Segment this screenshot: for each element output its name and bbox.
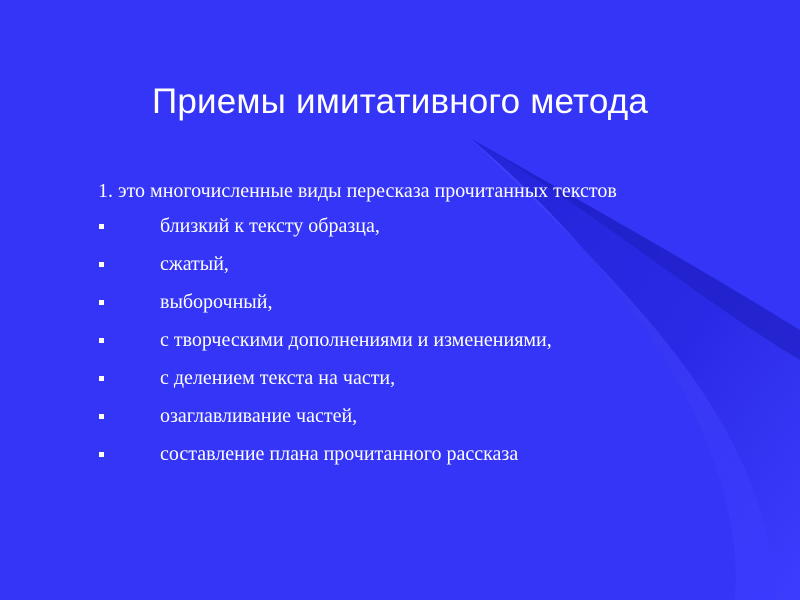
slide-title: Приемы имитативного метода <box>151 82 649 121</box>
square-bullet-icon <box>99 338 104 343</box>
square-bullet-icon <box>99 262 104 267</box>
list-item-text: озаглавливание частей, <box>160 405 358 427</box>
list-item-text: сжатый, <box>160 253 229 275</box>
square-bullet-icon <box>99 452 104 457</box>
list-item <box>98 213 728 240</box>
list-item <box>98 403 728 430</box>
list-item <box>98 251 728 278</box>
list-item <box>98 365 728 392</box>
list-item-text: составление плана прочитанного рассказа <box>160 443 519 465</box>
slide-body <box>98 178 728 479</box>
list-item-text: с делением текста на части, <box>160 367 396 389</box>
list-item <box>98 289 728 316</box>
list-item <box>98 327 728 354</box>
list-item <box>98 441 728 468</box>
square-bullet-icon <box>99 376 104 381</box>
list-item-text: с творческими дополнениями и изменениями, <box>160 329 552 351</box>
square-bullet-icon <box>99 414 104 419</box>
bullet-list <box>98 213 728 468</box>
square-bullet-icon <box>99 224 104 229</box>
list-item-text: выборочный, <box>160 291 273 313</box>
list-item-text: близкий к тексту образца, <box>160 215 380 237</box>
square-bullet-icon <box>99 300 104 305</box>
intro-text: 1. это многочисленные виды пересказа прочитанных текстов <box>98 180 617 202</box>
